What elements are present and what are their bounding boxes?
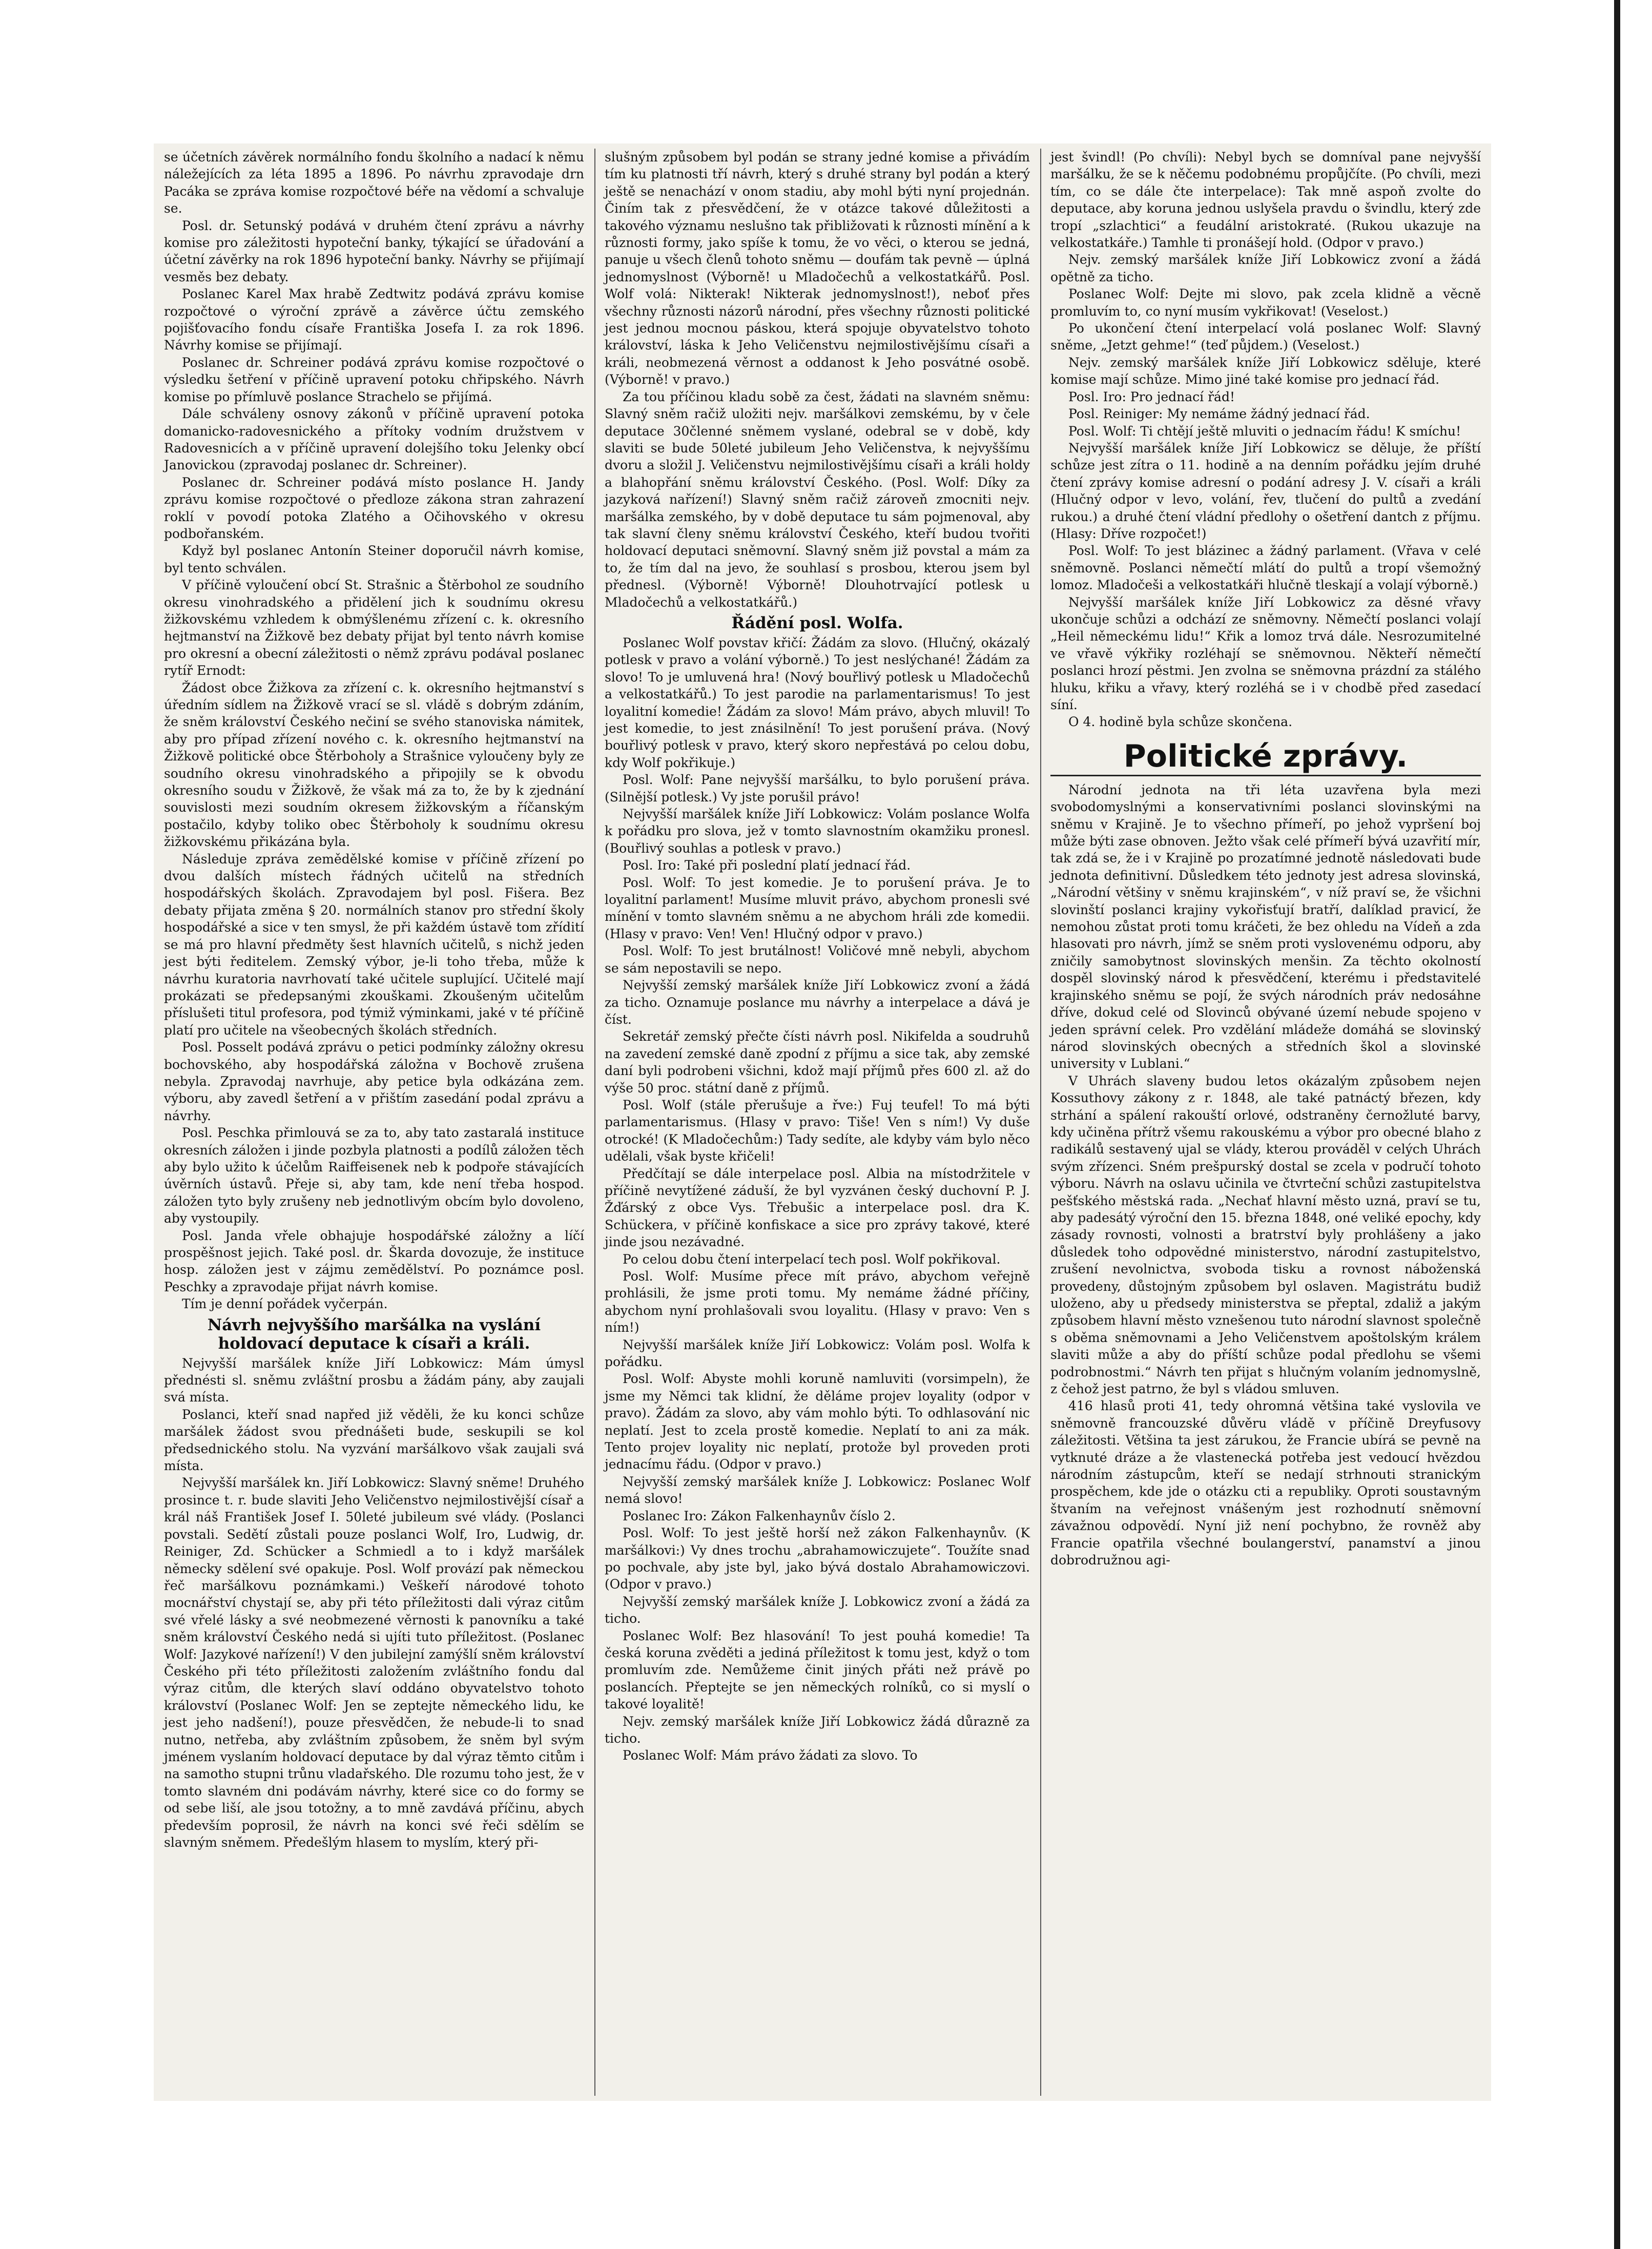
scan-edge <box>1614 0 1620 2249</box>
paragraph: Tím je denní pořádek vyčerpán. <box>182 1296 388 1312</box>
paragraph: Nejvyšší maršálek kníže Jiří Lobkowicz: Volám posl. Wolfa k pořádku. <box>605 1337 1030 1370</box>
paragraph: Posl. Posselt podává zprávu o petici podmínky záložny okresu bochovského, aby hospodářská záložna v Bochově zrušena nebyla. Zpravodaj navrhuje, aby petice byla odkázána zem. výboru, aby zavedl šetření a v přištím zasedání podal zprávu a návrhy. <box>164 1040 584 1123</box>
paragraph: Posl. Reiniger: My nemáme žádný jednací řád. <box>1068 406 1370 422</box>
column-2 <box>605 149 1030 1764</box>
paragraph: Nejvyšší maršálek kníže Jiří Lobkowicz: Volám poslance Wolfa k pořádku pro slova, jež v tomto slavnostním okamžiku pronesl. (Bouřlivý souhlas a potlesk v pravo.) <box>605 807 1030 856</box>
paragraph: V příčině vyloučení obcí St. Strašnic a Štěrbohol ze soudního okresu vinohradského a přidělení jich k soudnímu okresu žižkovskému vzhledem k obmýšlenému zřízení c. k. okresního hejtmanství na Žižkově bez debaty přijat byl tento návrh komise pro okresní a obecní záležitosti o němž zprávu podával poslanec rytíř Ernodt: <box>164 577 584 678</box>
paragraph: Nejvyšší maršálek kníže Jiří Lobkowicz: Mám úmysl přednésti sl. sněmu zvláštní prosbu a žádám pány, aby zaujali svá místa. <box>164 1355 584 1405</box>
paragraph: Posl. dr. Setunský podává v druhém čtení zprávu a návrhy komise pro záležitosti hypoteční banky, týkající se úřadování a účetní závěrky na rok 1896 hypoteční banky. Návrhy se přijímají vesměs bez debaty. <box>164 218 584 284</box>
paragraph: Nejv. zemský maršálek kníže Jiří Lobkowicz zvoní a žádá opětně za ticho. <box>1050 252 1481 284</box>
paragraph: Poslanec Karel Max hrabě Zedtwitz podává zprávu komise rozpočtové o výroční zprávě a závěrce účtu zemského pojišťovacího fondu císaře Františka Josefa I. za rok 1896. Návrhy komise se přijímají. <box>164 286 584 353</box>
paragraph: Posl. Iro: Pro jednací řád! <box>1068 389 1235 404</box>
paragraph: se účetních závěrek normálního fondu školního a nadací k němu náležejících za léta 1895 a 1896. Po návrhu zpravodaje drn Pacáka se zpráva komise rozpočtové béře na vědomí a schvaluje se. <box>164 150 584 216</box>
paragraph: Posl. Wolf: To jest ještě horší než zákon Falkenhaynův. (K maršálkovi:) Vy dnes trochu „abrahamowiczujete“. Toužíte snad po pochvale, aby jste byl, jako bývá dostalo Abrahamowiczovi. (Odpor v pravo.) <box>605 1525 1030 1592</box>
paragraph: Nejvyšší maršálek kn. Jiří Lobkowicz: Slavný sněme! Druhého prosince t. r. bude slaviti Jeho Veličenstvo nejmilostivější císař a král náš František Josef I. 50leté jubileum své vlády. (Poslanci povstali. Sedětí zůstali pouze poslanci Wolf, Iro, Ludwig, dr. Reiniger, Zd. Schücker a Schmiedl a to i když maršálek německy sdělení své opakuje. Posl. Wolf provází pak německou řeč maršálkovu poznámkami.) Veškeří národové tohoto mocnářství chystají se, aby při této příležitosti dali výraz citům své vřelé lásky a své neobmezené věrnosti k panovníku a také sněm království Českého nedá si ujíti tuto příležitost. (Poslanec Wolf: Jazykové nařízení!) V den jubilejní zamýšlí sněm království Českého při této příležitosti založením zvláštního fondu dal výraz citům, dle kterých slaví oddáno obyvatelstvo tohoto království (Poslanec Wolf: Jen se zeptejte německého lidu, ke jest jeho nadšení!), pouze přesvědčen, že nebude-li to snad nutno, netřeba, aby zvláštním způsobem, že sněm byl svým jménem vyslaním holdovací deputace by dal výraz těmto citům i na samotho stupni trůnu vladařského. Dle rozumu toho jest, že v tomto slavném dni podávám návrhy, které sice co do formy se od sebe liší, ale jsou totožny, a to mně zavdává příčinu, abych především poprosil, že návrh na konci své řeči sdělím se slavným sněmem. Předešlým hlasem to myslím, který při- <box>164 1475 584 1850</box>
paragraph: Poslanec Iro: Zákon Falkenhaynův číslo 2. <box>623 1508 896 1523</box>
paragraph: Poslanec Wolf povstav křičí: Žádám za slovo. (Hlučný, okázalý potlesk v pravo a volání výborně.) To jest neslýchané! Žádám za slovo! To je umluvená hra! (Nový bouřlivý potlesk u Mladočechů a velkostatkářů.) To jest parodie na parlamentarismus! To jest loyalitní komedie! Žádám za slovo! Mám právo, abych mluvil! To jest komedie, to jest znásilnění! To jest porušení práva. (Nový bouřlivý potlesk v pravo, který skoro nepřestává po celou dobu, kdy Wolf pokřikuje.) <box>605 635 1030 770</box>
paragraph: Za tou příčinou kladu sobě za čest, žádati na slavném sněmu: Slavný sněm račiž uložiti nejv. maršálkovi zemskému, by v čele deputace 30členné sněmem vyslané, odebral se v době, kdy slaviti se bude 50leté jubileum Jeho Veličenstva, k nejvyššímu dvoru a složil J. Veličenstvu nejmilostivějšímu císaři a králi holdy a blahopřání sněmu království Českého. (Posl. Wolf: Díky za jazyková nařízení!) Slavný sněm račiž zároveň zmocniti nejv. maršálka zemského, by v době deputace tu sám pojmenoval, aby tak slavní členy sněmu království Českého, kteří budou tvořiti holdovací deputaci sněmovní. Slavný sněm již povstal a mám za to, že tím dal na jevo, že souhlasí s prosbou, kterou jsem byl přednesl. (Výborně! Výborně! Dlouhotrvající potlesk u Mladočechů a velkostatkářů.) <box>605 389 1030 610</box>
paragraph: Žádost obce Žižkova za zřízení c. k. okresního hejtmanství s úředním sídlem na Žižkově vrací se sl. vládě s dobrým zdáním, že sněm království Českého nečiní se svého stanoviska námitek, aby pro případ zřízení nového c. k. okresního hejtmanství na Žižkově politické obce Štěrboholy a Strašnice vyloučeny byly ze soudního okresu vinohradského a připojily se k obvodu okresního soudu v Žižkově, že však má za to, že by k zjednání souvislosti mezi soudním okresem žižkovským a říčanským postačilo, kdyby toliko obec Štěrboholy k soudnímu okresu žižkovskému přikázána byla. <box>164 680 584 850</box>
paragraph: slušným způsobem byl podán se strany jedné komise a přivádím tím ku platnosti tří návrh, který s druhé strany byl podán a který ještě se nenachází v onom stadiu, aby mohl býti nyní projednán. Činím tak z přesvědčení, že v otázce takové důležitosti a takového významu neslušno tak přibližovati k různosti mínění a k různosti formy, jako spíše k tomu, že vo věci, o kterou se jedná, panuje u všech členů tohoto sněmu — doufám tak pevně — úplná jednomyslnost (Výborně! u Mladočechů a velkostatkářů. Posl. Wolf volá: Nikterak! Nikterak jednomyslnost!), neboť přes všechny různosti názorů národní, přes všechny různosti politické jest jednou mocnou páskou, která spojuje obyvatelstvo tohoto království, láska k Jeho Veličenstvu nejmilostivějšímu císaři a králi, neobmezená věrnost a oddanost k Jeho posvátné osobě. (Výborně! v pravo.) <box>605 150 1030 387</box>
paragraph: Posl. Peschka přimlouvá se za to, aby tato zastaralá instituce okresních záložen i jinde pozbyla platnosti a podílů záložen těch aby bylo užito k účelům Raiffeisenek neb k podpoře stávajících úvěrních ústavů. Přeje si, aby tam, kde není třeba hospod. záložen tyto byly zrušeny neb jednotlivým obcím bylo dovoleno, aby vystoupily. <box>164 1125 584 1226</box>
section-heading: Řádění posl. Wolfa. <box>731 613 903 632</box>
paragraph: Následuje zpráva zemědělské komise v příčině zřízení po dvou dalších místech řádných učitelů na středních hospodářských školách. Zpravodajem byl posl. Fišera. Bez debaty přijata změna § 20. normálních stanov pro střední školy hospodářské a sice v ten smysl, že při každém ústavě tom zřídití se má pro hlavní předměty šest hlavních učitelů, s nichž jeden jest býti ředitelem. Zemský výbor, je-li toho třeba, může k návrhu kuratoria navrhovatí také učitele suplující. Učitelé mají prokázati se předepsanými zkouškami. Zkoušeným učitelům příslušeti titul profesora, pod týmiž výminkami, jaké v té příčině platí pro učitele na všeobecných školách středních. <box>164 851 584 1038</box>
paragraph: Posl. Wolf: Ti chtějí ještě mluviti o jednacím řádu! K smíchu! <box>1068 423 1461 439</box>
column-1 <box>164 149 584 1851</box>
paragraph: Nejvyšší maršálek kníže Jiří Lobkowicz za děsné vřavy ukončuje schůzi a odchází ze sněmovny. Němečtí poslanci volají „Heil německému lidu!“ Křik a lomoz trvá dále. Nesrozumitelné ve vřavě výkřiky rozléhají se sněmovnou. Někteří němečtí poslanci hrozí pěstmi. Jen zvolna se sněmovna prázdní za stálého hluku, křiku a vřavy, který rozléhá se i v chodbě před zasedací síní. <box>1050 594 1481 712</box>
paragraph: Národní jednota na tři léta uzavřena byla mezi svobodomyslnými a konservativními poslanci slovinskými na sněmu v Krajině. Je to všechno přímeří, po jehož vypršení boj může býti zase obnoven. Ježto však celé přímeří bývá uzavřití mír, tak zdá se, že i v Krajině po prozatímné jednotě následovati bude jednota definitivní. Důsledkem této jednoty jest adresa slovinská, „Národní většiny v sněmu krajinském“, v níž praví se, že všichni slovinští poslanci krajiny vykořisťují bratří, dalíklad pravicí, že nemohou zůstat proti tomu kráčeti, že bez ohledu na Vídeň a zda hlasovati pro návrh, jímž se sněm proti vyslovenému odporu, aby zničily samobytnost slovinských menšin. Za těchto okolností dospěl slovinský národ k přesvědčení, kterému i představitelé krajinského sněmu se pojí, že svých národních práv nedosáhne dříve, dokud celé od Slovinců obývané území nebude spojeno v jeden správní celek. Pro vzdělání mládeže domáhá se slovinský národ slovinských obecných a středních škol a slovinské university v Lublani.“ <box>1050 782 1481 1071</box>
newspaper-page <box>154 143 1491 2101</box>
paragraph: Poslanec Wolf: Dejte mi slovo, pak zcela klidně a věcně promluvím to, co nyní musím vykřikovat! (Veselost.) <box>1050 286 1481 319</box>
paragraph: Nejv. zemský maršálek kníže Jiří Lobkowicz žádá důrazně za ticho. <box>605 1714 1030 1746</box>
paragraph: Když byl poslanec Antonín Steiner doporučil návrh komise, byl tento schválen. <box>164 543 584 575</box>
column-rule <box>1040 149 1041 2096</box>
paragraph: Posl. Wolf: To jest brutálnost! Voličové mně nebyli, abychom se sám nepostavili se nepo. <box>605 943 1030 976</box>
paragraph: Poslanec Wolf: Mám právo žádati za slovo. To <box>623 1748 918 1763</box>
paragraph: Sekretář zemský přečte čísti návrh posl. Nikifelda a soudruhů na zavedení zemské daně zpodní z příjmu a sice tak, aby zemské daní byli podrobeni všichni, kdož mají příjmů přes 600 zl. až do výše 50 proc. státní daně z příjmů. <box>605 1029 1030 1096</box>
section-title: Politické zprávy. <box>1050 738 1481 776</box>
paragraph: Posl. Wolf: Musíme přece mít právo, abychom veřejně prohlásili, že jsme proti tomu. My nemáme žádné příčiny, abychom nyní prohlašovali svou loyalitu. (Hlasy v pravo: Ven s ním!) <box>605 1269 1030 1335</box>
paragraph: Nejvyšší zemský maršálek kníže J. Lobkowicz zvoní a žádá za ticho. <box>605 1594 1030 1626</box>
paragraph: Posl. Iro: Také při poslední platí jednací řád. <box>623 858 911 873</box>
scan-margin <box>1527 0 1652 2249</box>
column-3 <box>1050 149 1481 1569</box>
paragraph: jest švindl! (Po chvíli): Nebyl bych se domníval pane nejvyšší maršálku, že se k něčemu podobnému propůjčíte. (Po chvíli, mezi tím, co se dále čte interpelace): Tak mně aspoň zvolte do deputace, aby koruna jednou uslyšela pravdu o švindlu, který zde tropí „szlachtici“ a feudální aristokraté. (Rukou ukazuje na velkostatkáře.) Tamhle ti pronášejí hold. (Odpor v pravo.) <box>1050 150 1481 251</box>
paragraph: Posl. Wolf: To jest komedie. Je to porušení práva. Je to loyalitní parlament! Musíme mluvit právo, abychom pronesli své mínění v tomto slavném sněmu a ne abychom hráli zde komedii. (Hlasy v pravo: Ven! Ven! Hlučný odpor v pravo.) <box>605 875 1030 941</box>
paragraph: Posl. Wolf (stále přerušuje a řve:) Fuj teufel! To má býti parlamentarismus. (Hlasy v pravo: Tiše! Ven s ním!) Vy duše otrocké! (K Mladočechům:) Tady sedíte, ale kdyby vám bylo něco udělali, však byste křičeli! <box>605 1097 1030 1164</box>
paragraph: Dále schváleny osnovy zákonů v příčině upravení potoka domanicko-radovesnického a přítoky vodním družstvem v Radovesnicích a v příčině upravení dolejšího toku Jelenky obcí Janovickou (zpravodaj poslanec dr. Schreiner). <box>164 406 584 473</box>
paragraph: Poslanec dr. Schreiner podává místo poslance H. Jandy zprávu komise rozpočtové o předloze zákona stran zahrazení roklí v povodí potoka Zlatého a Očihovského v okresu podbořanském. <box>164 474 584 541</box>
paragraph: Nejvyšší zemský maršálek kníže J. Lobkowicz: Poslanec Wolf nemá slovo! <box>605 1474 1030 1507</box>
paragraph: Posl. Wolf: To jest blázinec a žádný parlament. (Vřava v celé sněmovně. Poslanci němečtí mlátí do pultů a tropí všemožný lomoz. Mladočeši a velkostatkáři hlučně tleskají a volají výborně.) <box>1050 543 1481 593</box>
paragraph: Posl. Wolf: Abyste mohli koruně namluviti (vorsimpeln), že jsme my Němci tak klidní, že děláme projev loyality (odpor v pravo). Žádám za slovo, aby vám mohlo býti. To odhlasování nic neplatí. Jest to zcela prostě komedie. Neplatí to ani za mák. Tento projev loyality nic neplatí, protože byl proveden proti jednacímu řádu. (Odpor v pravo.) <box>605 1371 1030 1472</box>
paragraph: Nejv. zemský maršálek kníže Jiří Lobkowicz sděluje, které komise mají schůze. Mimo jiné také komise pro jednací řád. <box>1050 355 1481 387</box>
paragraph: Posl. Janda vřele obhajuje hospodářské záložny a líčí prospěšnost jejich. Také posl. dr. Škarda dovozuje, že instituce hosp. záložen jest v zájmu zemědělství. Po poznámce posl. Peschky a zpravodaje přijat návrh komise. <box>164 1228 584 1294</box>
paragraph: Nejvyšší zemský maršálek kníže Jiří Lobkowicz zvoní a žádá za ticho. Oznamuje poslance mu návrhy a interpelace a dává je číst. <box>605 978 1030 1027</box>
paragraph: Po celou dobu čtení interpelací tech posl. Wolf pokřikoval. <box>623 1251 1001 1267</box>
paragraph: Poslanci, kteří snad napřed již věděli, že ku konci schůze maršálek žádost svou přednášeti bude, seskupili se kol předsednického stolu. Na vyzvání maršálkovo však zaujali svá místa. <box>164 1407 584 1474</box>
paragraph: Po ukončení čtení interpelací volá poslanec Wolf: Slavný sněme, „Jetzt gehme!“ (teď půjdem.) (Veselost.) <box>1050 321 1481 353</box>
paragraph: V Uhrách slaveny budou letos okázalým způsobem nejen Kossuthovy zákony z r. 1848, ale také patnáctý březen, kdy strhání a spálení rakouští orlové, odstraněny černožluté barvy, kdy učiněna přítrž všemu rakouskému a výbor pro obecné blaho z radikálů sestavený ujal se vlády, kterou prováděl v celých Uhrách svým zřízenci. Sném prešpurský dostal se zcela v područí tohoto výboru. Návrh na oslavu učinila ve čtvrteční schůzi zastupitelstva pešťského městská rada. „Nechať hlavní město uzná, praví se tu, aby padesátý výroční den 15. března 1848, oné veliké epochy, kdy zásady rovnosti, volnosti a bratrství byly prohlášeny a jako důsledek toho odpovědné ministerstvo, národní zastupitelstvo, zrušení nevolnictva, svoboda tisku a rovnost náboženská provedeny, důstojným způsobem byl oslaven. Magistrátu budiž uloženo, aby u předsedy ministerstva se přeptal, zdaliž a jakým způsobem hlavní město vznešenou tuto národní slavnost společně s oběma sněmovnami a Jeho Veličenstvem apoštolským králem slaviti může a aby do příští schůze podal předlohu se všemi podrobnostmi.“ Návrh ten přijat s hlučným volaním jednomyslně, z čehož jest patrno, že byl s vládou smluven. <box>1050 1073 1481 1397</box>
paragraph: 416 hlasů proti 41, tedy ohromná většina také vyslovila ve sněmovně francouzské důvěru vládě v příčině Dreyfusovy záležitosti. Většina ta jest zárukou, že Francie ubírá se pevně na vytknuté dráze a že vlastenecká potřeba jest vedoucí hvězdou národním zástupcům, kteří se nedají strhnouti stranickým prospěchem, kde jde o otázku cti a republiky. Oproti soustavným štvaním na veřejnost vnášeným jest rozhodnutí sněmovní závažnou odpovědí. Nyní již není pochybno, že rovněž aby Francie opatřila všechné boulangerství, panamství a jinou dobrodružnou agi- <box>1050 1398 1481 1568</box>
paragraph: Poslanec dr. Schreiner podává zprávu komise rozpočtové o výsledku šetření v příčině upravení potoku chřipského. Návrh komise po přímluvě poslance Strachelo se přijímá. <box>164 355 584 404</box>
section-heading: Návrh nejvyššího maršálka na vyslání holdovací deputace k císaři a králi. <box>207 1315 541 1353</box>
paragraph: Nejvyšší maršálek kníže Jiří Lobkowicz se děluje, že příští schůze jest zítra o 11. hodině a na denním pořádku jejím druhé čtení zprávy komise adresní o podání adresy J. V. císaři a králi (Hlučný odpor v levo, volání, řev, tlučení do pultů a zvedání rukou.) a druhé čtení vládní předlohy o ošetření dantch z příjmu. (Hlasy: Dříve rozpočet!) <box>1050 440 1481 541</box>
paragraph: Posl. Wolf: Pane nejvyšší maršálku, to bylo porušení práva. (Silnější potlesk.) Vy jste porušil právo! <box>605 772 1030 804</box>
paragraph: O 4. hodině byla schůze skončena. <box>1068 714 1293 730</box>
paragraph: Předčítají se dále interpelace posl. Albia na místodržitele v příčině nevytížené záduší, že byl vyzvánen český duchovní P. J. Žďárský z obce Vys. Třebušic a interpelace posl. dra K. Schückera, v příčině konfiskace a sice pro zprávy takové, které jinde jsou nezávadné. <box>605 1166 1030 1250</box>
column-rule <box>594 149 595 2096</box>
paragraph: Poslanec Wolf: Bez hlasování! To jest pouhá komedie! Ta česká koruna zvěděti a jediná příležitost k tomu jest, když o tom promluvím zde. Nemůžeme činit jiných přáti než právě po poslancích. Přeptejte se jen německých rolníků, co si myslí o takové loyalitě! <box>605 1628 1030 1712</box>
